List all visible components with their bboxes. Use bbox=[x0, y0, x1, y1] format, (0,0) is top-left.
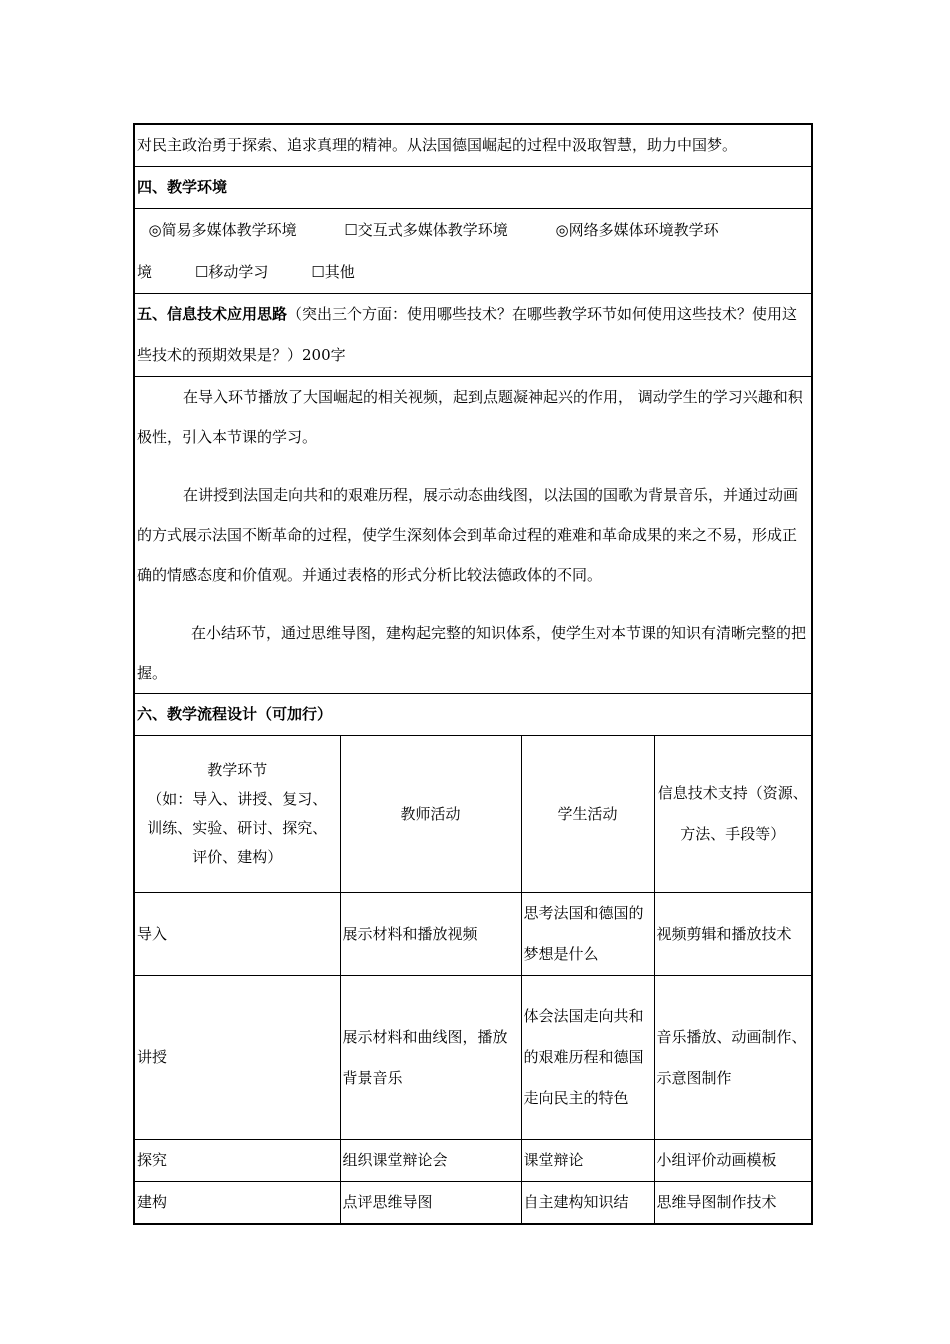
header-stage bbox=[135, 736, 340, 893]
option-label-5: 其他 bbox=[324, 263, 355, 281]
cell-stage: 导入 bbox=[135, 893, 340, 976]
option-label-1: 简易多媒体教学环境 bbox=[161, 221, 297, 239]
intro-text: 对民主政治勇于探索、追求真理的精神。从法国德国崛起的过程中汲取智慧，助力中国梦。 bbox=[137, 136, 738, 154]
cell-teacher: 展示材料和曲线图，播放背景音乐 bbox=[340, 976, 521, 1140]
section5-body bbox=[135, 377, 811, 694]
intro-text-row bbox=[135, 125, 811, 167]
header-stage-line1: 教学环节 bbox=[207, 761, 268, 779]
paragraph-1: 在导入环节播放了大国崛起的相关视频，起到点题凝神起兴的作用， 调动学生的学习兴趣和积极性，引入本节课的学习。 bbox=[137, 388, 803, 446]
lesson-plan-table bbox=[133, 123, 813, 1225]
section5-heading-bold: 五、信息技术应用思路 bbox=[137, 305, 288, 323]
header-stage-line2: （如：导入、讲授、复习、 bbox=[147, 790, 328, 808]
cell-stage: 讲授 bbox=[135, 976, 340, 1140]
section6-heading bbox=[135, 694, 811, 736]
option-label-2: 交互式多媒体教学环境 bbox=[357, 221, 508, 239]
option-label-3: 网络多媒体环境教学环 bbox=[568, 221, 719, 239]
cell-teacher: 展示材料和播放视频 bbox=[340, 893, 521, 976]
section4-heading-text: 四、教学环境 bbox=[137, 178, 228, 196]
section4-heading bbox=[135, 167, 811, 209]
option-mark-1[interactable]: ◎ bbox=[148, 221, 162, 239]
cell-student: 课堂辩论 bbox=[521, 1140, 654, 1182]
option-label-4: 移动学习 bbox=[208, 263, 269, 281]
option-mark-2[interactable]: ☐ bbox=[344, 221, 358, 239]
option-mark-4[interactable]: ☐ bbox=[194, 263, 209, 281]
teaching-flow-table bbox=[135, 736, 811, 1223]
paragraph-2: 在讲授到法国走向共和的艰难历程，展示动态曲线图，以法国的国歌为背景音乐，并通过动画的方式展示法国不断革命的过程，使学生深刻体会到革命过程的难难和革命成果的来之不易，形成正确的情感态度和价值观。并通过表格的形式分析比较法德政体的不同。 bbox=[137, 486, 799, 584]
cell-tech: 小组评价动画模板 bbox=[654, 1140, 811, 1182]
teaching-environment-options bbox=[135, 209, 811, 294]
document-page bbox=[133, 123, 813, 1225]
option-mark-5[interactable]: ☐ bbox=[311, 263, 325, 281]
section5-heading-note: （突出三个方面：使用哪些技术？在哪些教学环节如何使用这些技术？使用这些技术的预期效果是？）200字 bbox=[137, 305, 798, 364]
cell-stage: 建构 bbox=[135, 1182, 340, 1224]
table-row bbox=[135, 893, 811, 976]
option-label-3-cont: 境 bbox=[137, 263, 153, 281]
cell-stage: 探究 bbox=[135, 1140, 340, 1182]
section5-heading bbox=[135, 294, 811, 377]
header-teacher: 教师活动 bbox=[340, 736, 521, 893]
paragraph-3: 在小结环节，通过思维导图，建构起完整的知识体系，使学生对本节课的知识有清晰完整的把握。 bbox=[137, 624, 807, 682]
header-tech: 信息技术支持（资源、方法、手段等） bbox=[654, 736, 811, 893]
table-header-row bbox=[135, 736, 811, 893]
header-stage-line3: 训练、实验、研讨、探究、 bbox=[147, 819, 328, 837]
cell-teacher: 组织课堂辩论会 bbox=[340, 1140, 521, 1182]
header-stage-line4: 评价、建构） bbox=[192, 848, 283, 866]
cell-student: 思考法国和德国的梦想是什么 bbox=[521, 893, 654, 976]
header-student: 学生活动 bbox=[521, 736, 654, 893]
table-row bbox=[135, 1140, 811, 1182]
cell-tech: 思维导图制作技术 bbox=[654, 1182, 811, 1224]
cell-student: 体会法国走向共和的艰难历程和德国走向民主的特色 bbox=[521, 976, 654, 1140]
table-row bbox=[135, 976, 811, 1140]
table-row bbox=[135, 1182, 811, 1224]
cell-teacher: 点评思维导图 bbox=[340, 1182, 521, 1224]
option-mark-3[interactable]: ◎ bbox=[555, 221, 569, 239]
cell-tech: 视频剪辑和播放技术 bbox=[654, 893, 811, 976]
section6-heading-text: 六、教学流程设计（可加行） bbox=[137, 705, 333, 723]
cell-tech: 音乐播放、动画制作、示意图制作 bbox=[654, 976, 811, 1140]
cell-student: 自主建构知识结 bbox=[521, 1182, 654, 1224]
